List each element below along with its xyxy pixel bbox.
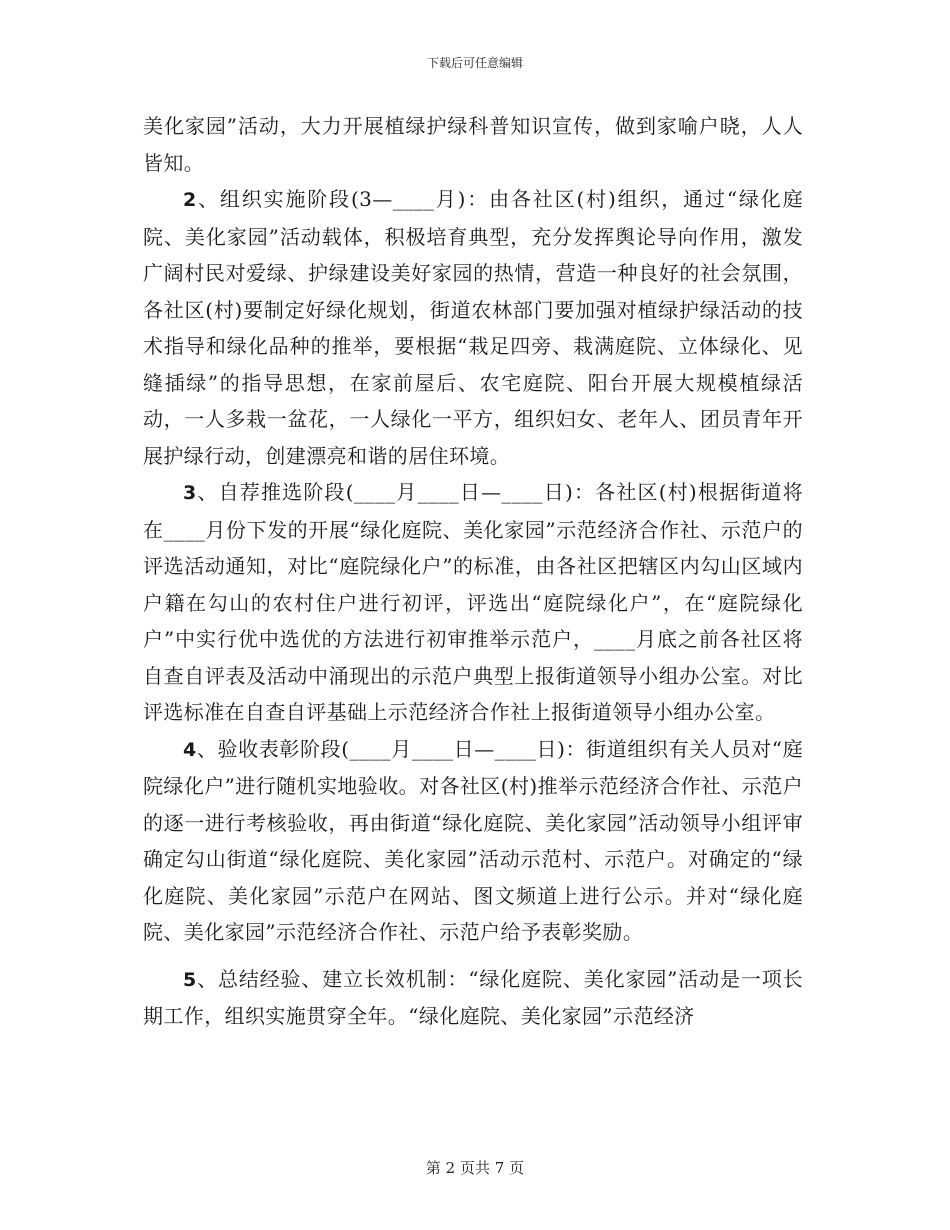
- document-body: [143, 108, 803, 1035]
- paragraph-stage-5: [143, 961, 803, 1035]
- page-header: 下载后可任意编辑: [426, 56, 523, 70]
- paragraph-text: 美化家园”活动，大力开展植绿护绿科普知识宣传，做到家喻户晓，人人皆知。: [143, 114, 803, 175]
- paragraph-number: 2: [183, 189, 197, 211]
- paragraph-stage-4: [143, 731, 803, 951]
- paragraph-text: 、总结经验、建立长效机制：“绿化庭院、美化家园”活动是一项长期工作，组织实施贯穿全年。“绿化庭院、美化家园”示范经济: [143, 966, 803, 1028]
- paragraph-number: 4: [183, 738, 197, 761]
- paragraph-stage-3: [143, 474, 803, 731]
- paragraph-number: 5: [183, 968, 197, 991]
- page-footer: 第 2 页共 7 页: [425, 1159, 525, 1177]
- paragraph-text: 、验收表彰阶段(____月____日—____日)：街道组织有关人员对“庭院绿化户”进行随机实地验收。对各社区(村)推举示范经济合作社、示范户的逐一进行考核验收，再由街道“绿化庭院、美化家园”活动领导小组评审确定勾山街道“绿化庭院、美化家园”活动示范村、示范户。对确定的“绿化庭院、美化家园”示范户在网站、图文频道上进行公示。并对“绿化庭院、美化家园”示范经济合作社、示范户给予表彰奖励。: [143, 736, 803, 944]
- paragraph-text: 、自荐推选阶段(____月____日—____日)：各社区(村)根据街道将在____月份下发的开展“绿化庭院、美化家园”示范经济合作社、示范户的评选活动通知，对比“庭院绿化户”的标准，由各社区把辖区内勾山区域内户籍在勾山的农村住户进行初评，评选出“庭院绿化户”，在“庭院绿化户”中实行优中选优的方法进行初审推举示范户，____月底之前各社区将自查自评表及活动中涌现出的示范户典型上报街道领导小组办公室。对比评选标准在自查自评基础上示范经济合作社上报街道领导小组办公室。: [143, 480, 803, 724]
- paragraph-text: 、组织实施阶段(3—____月)：由各社区(村)组织，通过“绿化庭院、美化家园”活动载体，积极培育典型，充分发挥舆论导向作用，激发广阔村民对爱绿、护绿建设美好家园的热情，营造一种良好的社会氛围，各社区(村)要制定好绿化规划，街道农林部门要加强对植绿护绿活动的技术指导和绿化品种的推举，要根据“栽足四旁、栽满庭院、立体绿化、见缝插绿”的指导思想，在家前屋后、农宅庭院、阳台开展大规模植绿活动，一人多栽一盆花，一人绿化一平方，组织妇女、老年人、团员青年开展护绿行动，创建漂亮和谐的居住环境。: [143, 187, 803, 468]
- paragraph-stage-2: [143, 181, 803, 474]
- paragraph-continuation: [143, 108, 803, 181]
- paragraph-number: 3: [183, 482, 197, 504]
